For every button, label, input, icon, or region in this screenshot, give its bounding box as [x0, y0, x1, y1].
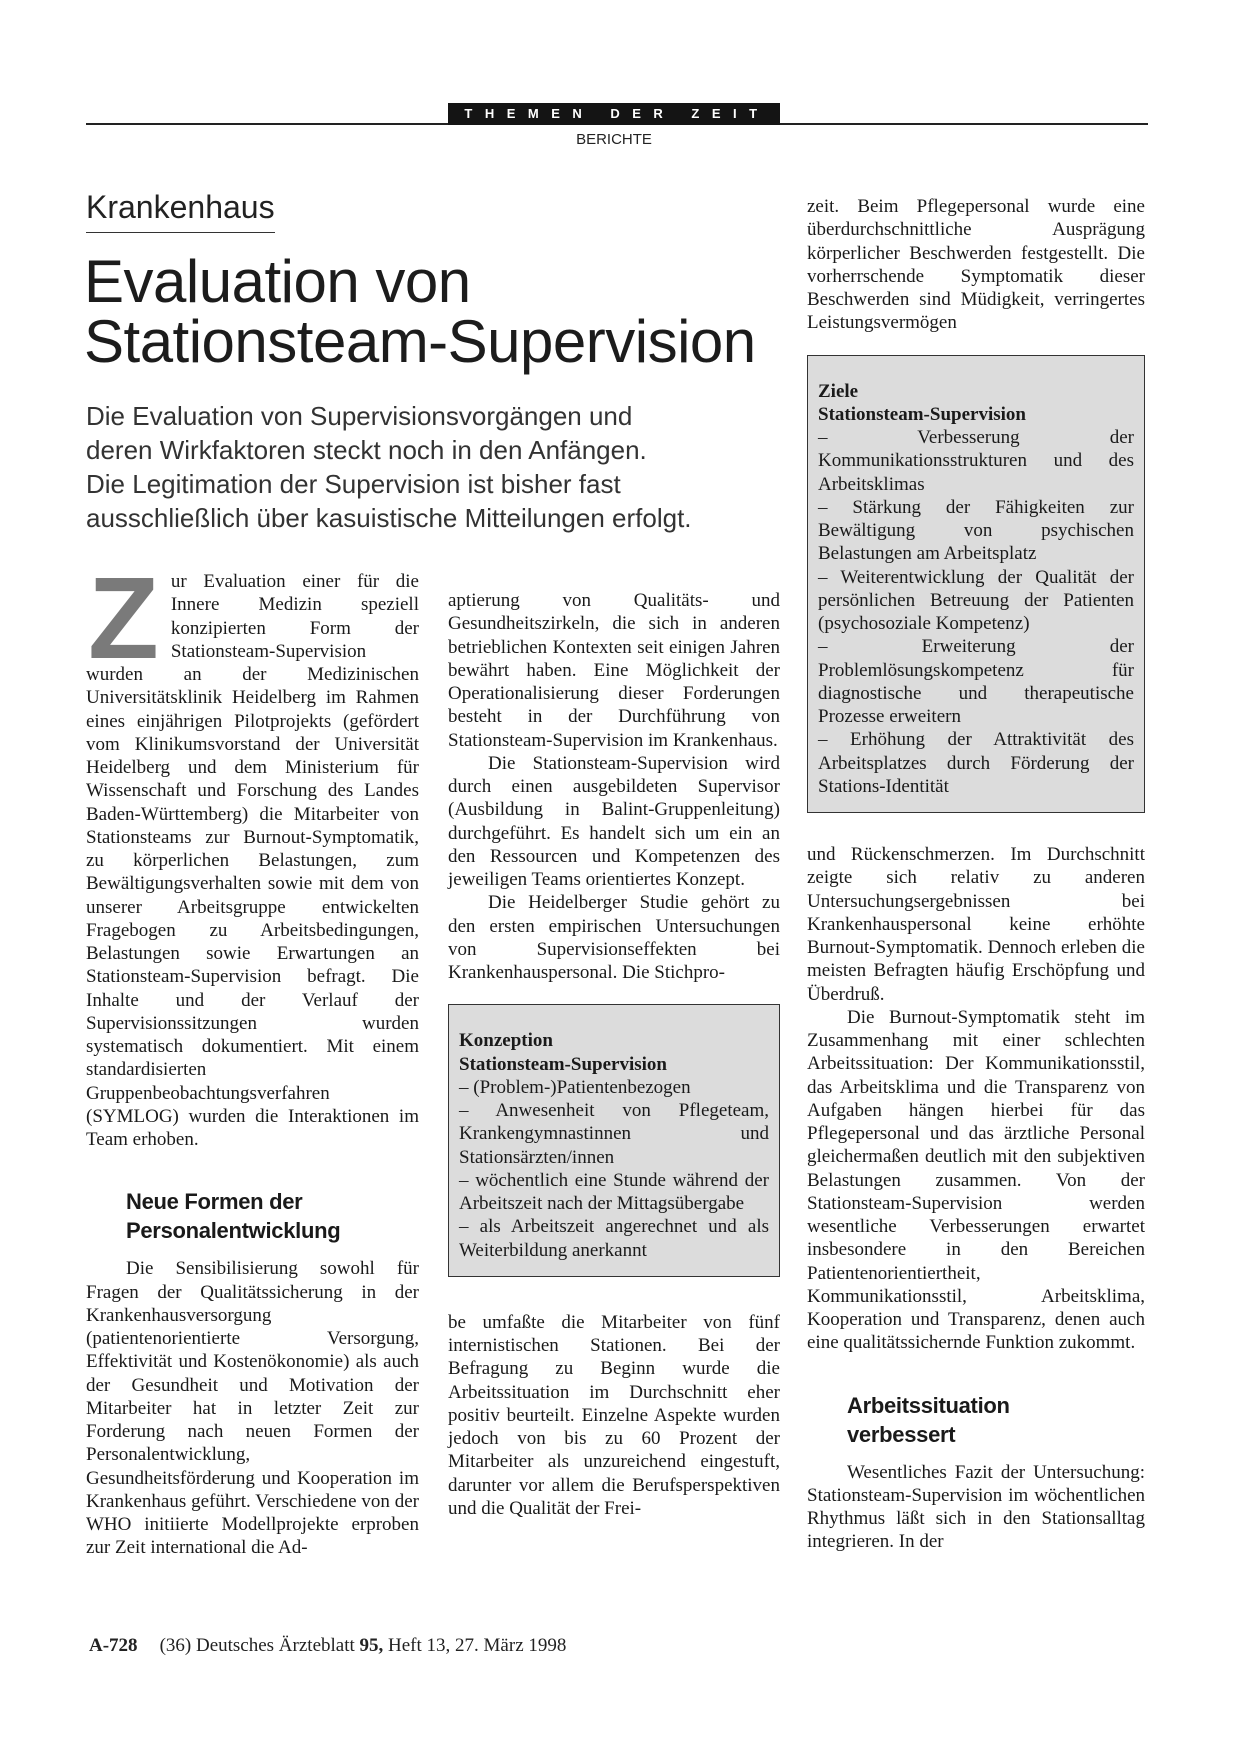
page-footer	[89, 1635, 566, 1657]
page-number: A-728	[89, 1635, 138, 1656]
subsection-label: BERICHTE	[576, 131, 652, 148]
subhead-1-line-1: Neue Formen der	[126, 1189, 303, 1215]
infobox-2-item: – Erweiterung der Problemlösungskompetenz für diagnostische und therapeutische Prozesse erweitern	[818, 636, 1134, 727]
body-column-3	[807, 195, 1145, 1554]
infobox-2-title-2: Stationsteam-Supervision	[818, 403, 1026, 425]
infobox-1-title-1: Konzeption	[459, 1030, 553, 1052]
footer-journal: (36) Deutsches Ärzteblatt	[159, 1635, 360, 1656]
col2-paragraph-2: Die Stationsteam-Supervision wird durch einen ausgebildeten Supervisor (Ausbildung in Balint-Gruppenleitung) durchgeführt. Es handelt sich um ein an den Ressourcen und Kompetenzen des jeweiligen Teams orientiertes Konzept.	[448, 752, 780, 890]
infobox-1-item: – als Arbeitszeit angerechnet und als Weiterbildung anerkannt	[459, 1216, 769, 1261]
col1-paragraph-1: ur Evaluation einer für die Innere Medizin speziell konzipierten Form der Stationsteam-Supervision wurden an der Medizinischen Universitätsklinik Heidelberg im Rahmen eines einjährigen Pilotprojekts (gefördert vom Klinikumsvorstand der Universität Heidelberg und dem Ministerium für Wissenschaft und Forschung des Landes Baden-Württemberg) die Mitarbeiter von Stationsteams zur Burnout-Symptomatik, zu körperlichen Belastungen, zum Bewältigungsverhalten sowie mit dem von unserer Arbeitsgruppe entwickelten Fragebogen zu Arbeitsbedingungen, Belastungen sowie Erwartungen an Stationsteam-Supervision befragt. Die Inhalte und der Verlauf der Supervisionssitzungen wurden systematisch dokumentiert. Mit einem standardisierten Gruppenbeobachtungsverfahren (SYMLOG) wurden die Interaktionen im Team erhoben.	[86, 571, 419, 1150]
infobox-konzeption	[448, 1004, 780, 1277]
infobox-1-item: – Anwesenheit von Pflegeteam, Krankengymnastinnen und Stationsärzten/innen	[459, 1100, 769, 1168]
subhead-personalentwicklung	[86, 1187, 419, 1245]
subhead-1-line-2: Personalentwicklung	[126, 1218, 341, 1244]
infobox-2-item: – Erhöhung der Attraktivität des Arbeitsplatzes durch Förderung der Stations-Identität	[818, 729, 1134, 797]
col3-paragraph-4: Wesentliches Fazit der Untersuchung: Stationsteam-Supervision im wöchentlichen Rhythmus läßt sich in den Stationsalltag integrieren. In der	[807, 1461, 1145, 1553]
subhead-2-line-1: Arbeitssituation	[847, 1392, 1010, 1418]
lead-line-2: deren Wirkfaktoren steckt noch in den Anfängen.	[86, 435, 647, 465]
col2-paragraph-4: be umfaßte die Mitarbeiter von fünf internistischen Stationen. Bei der Befragung zu Beginn wurde die Arbeitssituation im Durchschnitt eher positiv beurteilt. Einzelne Aspekte wurden jedoch von bis zu 60 Prozent der Mitarbeiter als unzureichend eingestuft, darunter vor allem die Berufsperspektiven und die Qualität der Frei-	[448, 1311, 780, 1519]
lead-line-3: Die Legitimation der Supervision ist bisher fast	[86, 469, 621, 499]
body-column-2	[448, 589, 780, 1520]
infobox-ziele	[807, 355, 1145, 814]
title-line-1: Evaluation von	[84, 248, 471, 315]
infobox-1-title-2: Stationsteam-Supervision	[459, 1053, 667, 1075]
col2-paragraph-3: Die Heidelberger Studie gehört zu den ersten empirischen Untersuchungen von Supervisionseffekten bei Krankenhauspersonal. Die Stichpro-	[448, 892, 780, 983]
article-title	[84, 248, 804, 375]
infobox-1-item: – wöchentlich eine Stunde während der Arbeitszeit nach der Mittagsübergabe	[459, 1169, 769, 1214]
lead-line-4: ausschließlich über kasuistische Mitteilungen erfolgt.	[86, 503, 692, 533]
subhead-arbeitssituation	[807, 1391, 1145, 1449]
body-column-1	[86, 553, 419, 1560]
subhead-2-line-2: verbessert	[847, 1421, 956, 1447]
col3-paragraph-2: und Rückenschmerzen. Im Durchschnitt zeigte sich relativ zu anderen Untersuchungsergebnissen bei Krankenhauspersonal keine erhöhte Burnout-Symptomatik. Dennoch erleben die meisten Befragten häufig Erschöpfung und Überdruß.	[807, 844, 1145, 1005]
section-label: THEMEN DER ZEIT	[448, 103, 780, 125]
drop-cap: Z	[88, 553, 159, 683]
col3-paragraph-1: zeit. Beim Pflegepersonal wurde eine überdurchschnittliche Ausprägung körperlicher Beschwerden festgestellt. Die vorherrschende Symptomatik dieser Beschwerden sind Müdigkeit, verringertes Leistungsvermögen	[807, 196, 1145, 334]
infobox-2-item: – Weiterentwicklung der Qualität der persönlichen Betreuung der Patienten (psychosoziale Kompetenz)	[818, 566, 1134, 634]
article-lead	[86, 399, 786, 535]
infobox-2-item: – Stärkung der Fähigkeiten zur Bewältigung von psychischen Belastungen am Arbeitsplatz	[818, 496, 1134, 565]
col2-paragraph-1: aptierung von Qualitäts- und Gesundheitszirkeln, die sich in anderen betrieblichen Kontexten seit einigen Jahren bewährt haben. Eine Möglichkeit der Operationalisierung dieser Forderungen besteht in der Durchführung von Stationsteam-Supervision im Krankenhaus.	[448, 590, 780, 751]
footer-volume: 95,	[359, 1635, 384, 1656]
lead-line-1: Die Evaluation von Supervisionsvorgängen und	[86, 401, 633, 431]
title-line-2: Stationsteam-Supervision	[84, 308, 756, 375]
infobox-2-title-1: Ziele	[818, 380, 859, 402]
infobox-2-item: – Verbesserung der Kommunikationsstrukturen und des Arbeitsklimas	[818, 427, 1134, 495]
article-kicker: Krankenhaus	[86, 189, 275, 233]
infobox-1-item: – (Problem-)Patientenbezogen	[459, 1076, 691, 1098]
col3-paragraph-3: Die Burnout-Symptomatik steht im Zusammenhang mit einer schlechten Arbeitssituation: Der Kommunikationsstil, das Arbeitsklima und die Transparenz von Aufgaben hängen hierbei für das Pflegepersonal und das ärztliche Personal gleichermaßen deutlich mit den subjektiven Belastungen zusammen. Von der Stationsteam-Supervision werden wesentliche Verbesserungen erwartet insbesondere in den Bereichen Patientenorientiertheit, Kommunikationsstil, Arbeitsklima, Kooperation und Transparenz, denen auch eine qualitätssichernde Funktion zukommt.	[807, 1006, 1145, 1354]
footer-issue: Heft 13, 27. März 1998	[383, 1635, 567, 1656]
col1-paragraph-2: Die Sensibilisierung sowohl für Fragen der Qualitätssicherung in der Krankenhausversorgung (patientenorientierte Versorgung, Effektivität und Kostenökonomie) als auch der Gesundheit und Motivation der Mitarbeiter hat in letzter Zeit zur Forderung nach neuen Formen der Personalentwicklung, Gesundheitsförderung und Kooperation im Krankenhaus geführt. Verschiedene von der WHO initiierte Modellprojekte erproben zur Zeit international die Ad-	[86, 1258, 419, 1559]
